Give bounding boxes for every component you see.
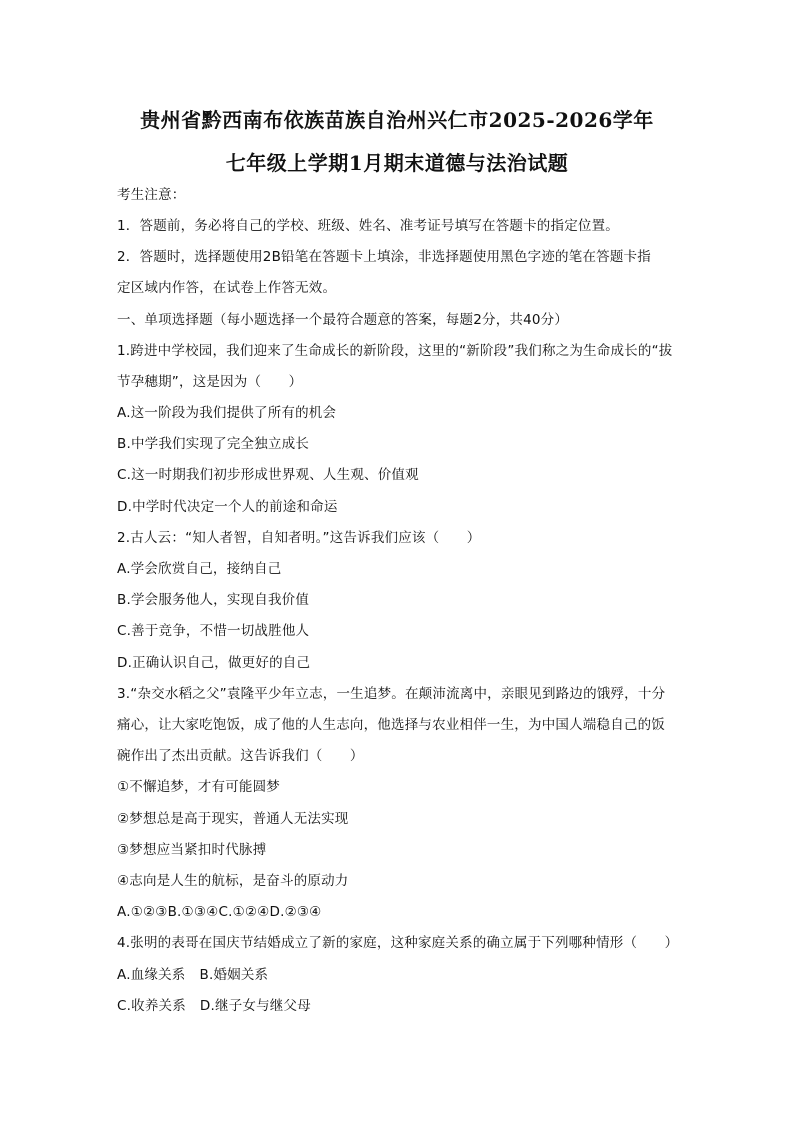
question-2-option-d: D.正确认识自己，做更好的自己	[117, 655, 311, 671]
question-3-statement-3: ③梦想应当紧扣时代脉搏	[117, 842, 267, 858]
question-4-option-d: D.继子女与继父母	[199, 998, 311, 1014]
question-1-option-b: B.中学我们实现了完全独立成长	[117, 436, 310, 452]
question-3-stem-line2: 痛心，让大家吃饱饭，成了他的人生志向，他选择与农业相伴一生，为中国人端稳自己的饭	[117, 717, 665, 733]
question-3-stem-line1: 3.“杂交水稻之父”袁隆平少年立志，一生追梦。在颠沛流离中，亲眼见到路边的饿殍，十分	[117, 686, 666, 702]
question-1-option-a: A.这一阶段为我们提供了所有的机会	[117, 405, 337, 421]
notice-item-2-line2: 定区域内作答，在试卷上作答无效。	[117, 280, 337, 296]
question-4-option-a: A.血缘关系	[117, 967, 186, 983]
question-3-choices: A.①②③B.①③④C.①②④D.②③④	[117, 904, 322, 920]
question-2-option-b: B.学会服务他人，实现自我价值	[117, 592, 310, 608]
question-1-stem-line1: 1.跨进中学校园，我们迎来了生命成长的新阶段，这里的“新阶段”我们称之为生命成长的“拔	[117, 343, 673, 359]
question-4-option-c: C.收养关系	[117, 998, 186, 1014]
question-3-stem-line3: 碗作出了杰出贡献。这告诉我们（ ）	[117, 748, 364, 764]
question-4-options-cd	[117, 997, 687, 1015]
question-2-stem: 2.古人云：“知人者智，自知者明。”这告诉我们应该（ ）	[117, 530, 481, 546]
question-2-option-c: C.善于竞争，不惜一切战胜他人	[117, 623, 310, 639]
question-3-statement-2: ②梦想总是高于现实，普通人无法实现	[117, 811, 349, 827]
question-3-statement-4: ④志向是人生的航标，是奋斗的原动力	[117, 873, 349, 889]
question-4-options-ab	[117, 966, 687, 984]
question-4-option-b: B.婚姻关系	[199, 967, 269, 983]
question-1-option-c: C.这一时期我们初步形成世界观、人生观、价值观	[117, 467, 419, 483]
question-4-stem: 4.张明的表哥在国庆节结婚成立了新的家庭，这种家庭关系的确立属于下列哪种情形（ ）	[117, 935, 679, 951]
exam-title-line1: 贵州省黔西南布依族苗族自治州兴仁市2025-2026学年	[140, 108, 654, 132]
notice-heading: 考生注意：	[117, 187, 186, 203]
question-3-statement-1: ①不懈追梦，才有可能圆梦	[117, 779, 281, 795]
exam-title-line2: 七年级上学期1月期末道德与法治试题	[225, 151, 569, 175]
section-heading: 一、单项选择题（每小题选择一个最符合题意的答案，每题2分，共40分）	[117, 312, 569, 328]
question-1-stem-line2: 节孕穗期”，这是因为（ ）	[117, 374, 303, 390]
notice-item-1: 1．答题前，务必将自己的学校、班级、姓名、准考证号填写在答题卡的指定位置。	[117, 218, 619, 234]
notice-item-2-line1: 2．答题时，选择题使用2B铅笔在答题卡上填涂，非选择题使用黑色字迹的笔在答题卡指	[117, 249, 651, 265]
question-2-option-a: A.学会欣赏自己，接纳自己	[117, 561, 282, 577]
question-1-option-d: D.中学时代决定一个人的前途和命运	[117, 499, 338, 515]
